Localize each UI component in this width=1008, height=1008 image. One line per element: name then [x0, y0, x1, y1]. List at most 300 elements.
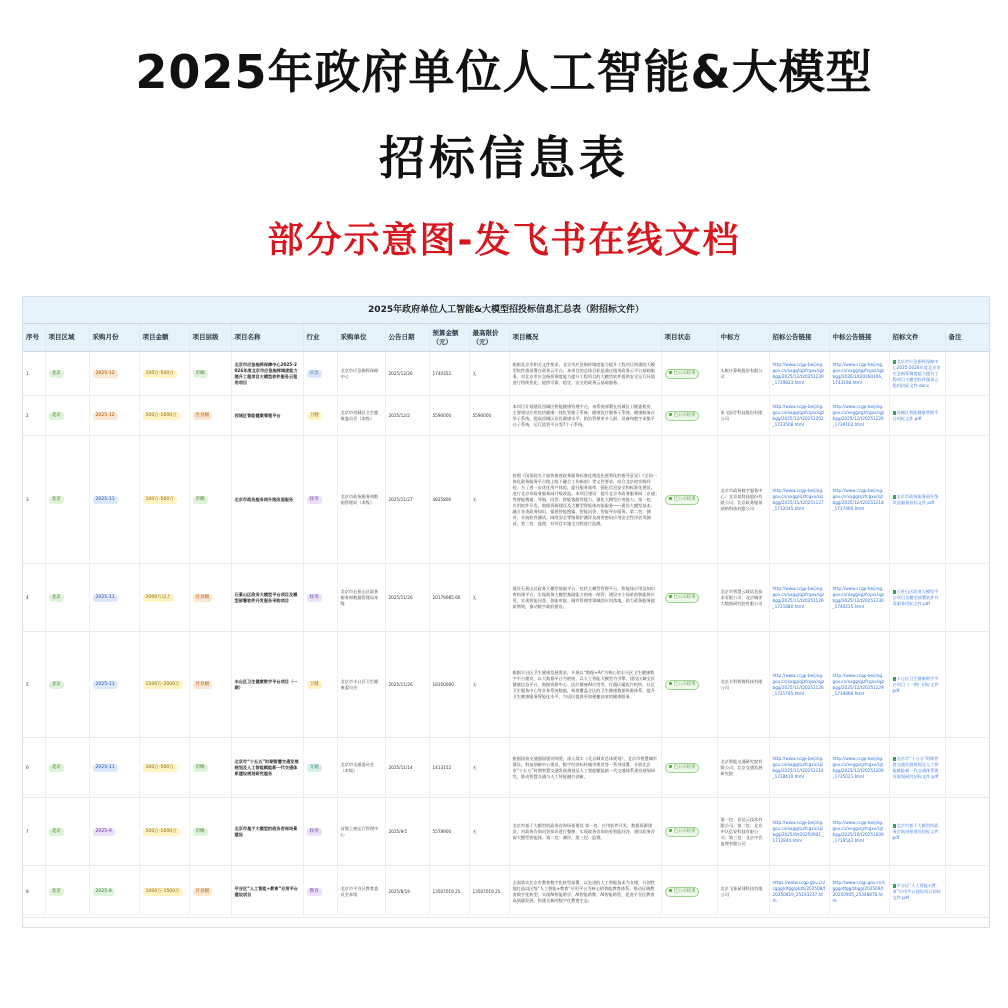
tender-notice-link[interactable]: http://www.ccgp-beijing.gov.cn/xxgg/sjzfcgxx/sjzbgg/2025/9/t20250901_1712844.html [772, 819, 824, 843]
cell-link2 [829, 396, 889, 436]
cell-no [23, 564, 45, 632]
cell-region [45, 632, 89, 738]
cell-date [385, 798, 429, 866]
region-tag: 北京 [49, 370, 64, 378]
cell-budget [429, 798, 469, 866]
cell-industry [303, 396, 337, 436]
file-icon [893, 360, 896, 364]
cell-max [469, 798, 509, 866]
project-name: 平谷区“人工智能+教育”应用平台建设项目 [234, 885, 298, 897]
level-tag: 区县级 [193, 888, 213, 896]
status-label: 已公示结果 [673, 828, 696, 834]
table-row[interactable] [23, 396, 989, 436]
industry-tag: 政务 [307, 828, 322, 836]
max-price-value: 无 [472, 594, 477, 600]
cell-file [889, 564, 945, 632]
winner-name: 北京市政务数字服务中心；北京某科技股份有限公司；北京政务服务网络科技有限公司 [720, 487, 763, 511]
cell-buyer [337, 396, 385, 436]
status-dot-icon [669, 413, 672, 416]
column-header[interactable]: 项目概况 [509, 324, 661, 352]
cell-region [45, 396, 89, 436]
cell-link2 [829, 738, 889, 798]
status-badge [665, 887, 700, 897]
month-tag: 2025-11 [93, 496, 118, 504]
tender-notice-link[interactable]: http://www.ccgp-beijing.gov.cn/xxgg/qjzfcgxx/qjzbgg/2025/11/t20251126_1731795.html [772, 672, 825, 696]
attachment-link[interactable] [893, 883, 941, 900]
cell-link2 [829, 632, 889, 738]
level-tag: 市级 [193, 370, 208, 378]
cell-date [385, 738, 429, 798]
amount-tag: 100万-500万 [143, 764, 177, 772]
cell-note [945, 436, 989, 564]
announce-date: 2025/9/1 [388, 828, 408, 834]
announce-date: 2025/11/14 [388, 764, 413, 770]
sheet-title: 2025年政府单位人工智能&大模型招投标信息汇总表（附招标文件） [23, 297, 989, 324]
attachment-name: 西城区智能健康管理平台招标文件.pdf [892, 409, 939, 421]
level-tag: 市级 [193, 764, 208, 772]
cell-date [385, 436, 429, 564]
budget-value: 5590000 [432, 412, 452, 418]
cell-note [945, 396, 989, 436]
status-label: 已公示结果 [673, 594, 696, 600]
amount-tag: 1500万-2000万 [143, 681, 183, 689]
announce-date: 2025/11/26 [388, 594, 413, 600]
column-header[interactable]: 项目区域 [45, 324, 89, 352]
cell-link2 [829, 564, 889, 632]
table-row[interactable] [23, 564, 989, 632]
award-notice-link[interactable]: http://www.ccgp-beijing.gov.cn/xxgg/qjzfcgxx/qjzbgg/2025/12/t20251226_1739102.html [832, 403, 885, 427]
cell-date [385, 396, 429, 436]
max-price-value: 无 [472, 370, 477, 376]
status-label: 已公示结果 [673, 764, 696, 770]
cell-name [231, 866, 303, 918]
cell-name [231, 564, 303, 632]
cell-winner [717, 436, 769, 564]
cell-amount [139, 632, 189, 738]
attachment-link[interactable] [893, 359, 941, 388]
month-tag: 2025-11 [93, 764, 118, 772]
column-header[interactable]: 公告日期 [385, 324, 429, 352]
column-header[interactable]: 项目金额 [139, 324, 189, 352]
attachment-name: 平谷区“人工智能+教育”应用平台建设项目招标文件.pdf [892, 882, 941, 900]
buyer-name: 北京市西城区卫生健康委员会（本级） [340, 409, 379, 421]
industry-tag: 卫健 [307, 412, 322, 420]
amount-tag: 2000万以上 [143, 594, 174, 602]
amount-tag: 100万-500万 [143, 370, 177, 378]
cell-month [89, 436, 139, 564]
column-header[interactable]: 采购单位 [337, 324, 385, 352]
cell-no [23, 866, 45, 918]
cell-buyer [337, 564, 385, 632]
project-name: 北京市基于大模型的政务咨询场景建设 [234, 825, 298, 837]
project-name: 北京市政务服务网升级改造服务 [234, 496, 294, 502]
file-icon [893, 757, 896, 761]
winner-name: 北京飞象星球科技有限公司 [720, 885, 763, 897]
cell-date [385, 866, 429, 918]
column-header[interactable]: 中标方 [717, 324, 769, 352]
file-icon [893, 411, 896, 415]
cell-month [89, 632, 139, 738]
cell-buyer [337, 738, 385, 798]
attachment-link[interactable] [893, 494, 939, 505]
buyer-name: 北京市丰台区卫生健康委员会 [340, 678, 379, 690]
cell-note [945, 798, 989, 866]
cell-buyer [337, 798, 385, 866]
cell-status [661, 738, 717, 798]
award-notice-link[interactable]: http://www.ccgp.gov.cn/cggg/dfgg/zbgg/202509/t20250905_25348878.htm [832, 879, 886, 903]
file-icon [893, 824, 896, 828]
budget-value: 1413152 [432, 764, 452, 770]
cell-overview [509, 436, 661, 564]
status-dot-icon [669, 889, 672, 892]
attachment-name: 石景山区政务大模型平台项目及模型部署软件开发服务招标文件.pdf [892, 588, 939, 606]
cell-overview [509, 866, 661, 918]
tender-notice-link[interactable]: http://www.ccgp-beijing.gov.cn/xxgg/sjzfcgxx/sjzbgg/2025/11/t20251127_1732045.html [772, 487, 824, 511]
file-icon [893, 590, 896, 594]
cell-winner [717, 396, 769, 436]
table-row[interactable] [23, 738, 989, 798]
status-dot-icon [669, 595, 672, 598]
month-tag: 2025-8 [93, 888, 115, 896]
status-badge [665, 680, 700, 690]
cell-industry [303, 798, 337, 866]
cell-month [89, 866, 139, 918]
cell-overview [509, 798, 661, 866]
attachment-link[interactable] [893, 589, 939, 606]
status-dot-icon [669, 497, 672, 500]
cell-link1 [769, 798, 829, 866]
cell-max [469, 396, 509, 436]
award-notice-link[interactable]: http://www.ccgp-beijing.gov.cn/xxgg/qjzfcgxx/qjzbgg/2026/1/t20260106_1743198.html [832, 361, 885, 385]
cell-status [661, 352, 717, 396]
cell-winner [717, 798, 769, 866]
max-price-value: 5590000 [472, 412, 492, 418]
status-label: 已公示结果 [673, 496, 696, 502]
cell-file [889, 632, 945, 738]
cell-link2 [829, 436, 889, 564]
max-price-value: 无 [472, 496, 477, 502]
cell-max [469, 738, 509, 798]
attachment-name: 北京市“十五五”时期智慧交通发展规划及人工智能赋能新一代交通体系建设规划研究招标文件.pdf [892, 755, 939, 779]
winner-name: 北京智能交通研究院有限公司；北京交通发展研究院 [720, 758, 763, 776]
table-row[interactable] [23, 798, 989, 866]
tender-notice-link[interactable]: http://www.ccgp-beijing.gov.cn/xxgg/qjzfcgxx/qjzbgg/2025/11/t20251126_1731880.html [772, 585, 825, 609]
file-icon [893, 495, 896, 499]
cell-max [469, 352, 509, 396]
cell-file [889, 798, 945, 866]
max-price-value: 无 [472, 764, 477, 770]
status-label: 已公示结果 [673, 888, 696, 894]
cell-link1 [769, 738, 829, 798]
tender-notice-link[interactable]: http://www.ccgp-beijing.gov.cn/xxgg/sjzfcgxx/sjzbgg/2025/11/t20251114_1728410.html [772, 755, 824, 779]
cell-no [23, 396, 45, 436]
cell-industry [303, 632, 337, 738]
cell-status [661, 396, 717, 436]
column-header[interactable]: 项目名称 [231, 324, 303, 352]
month-tag: 2025-12 [93, 370, 118, 378]
table-row[interactable] [23, 436, 989, 564]
winner-name: 第一包：首信云技术有限公司；第二包：北京中认信安科技有限公司；第三包：北京中咨监理有限公司 [720, 816, 763, 846]
cell-budget [429, 738, 469, 798]
project-overview: 建设石景山区政务大模型基础平台，包括大模型管理平台、智能体应用及知识库构建平台，实现政务大模型基础能力的统一纳管；建设多个场景的智能体应用，实现智能问答、智能审批、城市管理等领域的应用落地，助力政务服务提质增效，推动数字政府建设。 [512, 585, 655, 609]
cell-note [945, 632, 989, 738]
status-badge [665, 593, 700, 603]
status-label: 已公示结果 [673, 370, 696, 376]
cell-budget [429, 352, 469, 396]
column-header[interactable]: 备注 [945, 324, 989, 352]
level-tag: 区县级 [193, 412, 213, 420]
cell-note [945, 866, 989, 918]
cell-overview [509, 738, 661, 798]
cell-level [189, 632, 231, 738]
amount-tag: 500万-1000万 [143, 412, 180, 420]
cell-file [889, 352, 945, 396]
month-tag: 2025-9 [93, 828, 115, 836]
cell-industry [303, 564, 337, 632]
industry-tag: 应急 [307, 370, 322, 378]
row-number: 2 [26, 412, 29, 418]
column-header[interactable]: 预算金额（元） [429, 324, 469, 352]
cell-level [189, 396, 231, 436]
cell-file [889, 396, 945, 436]
row-number: 4 [26, 594, 29, 600]
cell-winner [717, 352, 769, 396]
award-notice-link[interactable]: http://www.ccgp-beijing.gov.cn/xxgg/sjzfcgxx/sjzbgg/2025/12/t20251209_1735021.html [832, 755, 884, 779]
cell-name [231, 352, 303, 396]
table-row[interactable] [23, 866, 989, 918]
table-row[interactable] [23, 632, 989, 738]
page-title-line2: 招标信息表 [379, 131, 629, 185]
tender-notice-link[interactable]: https://www.ccgp.gov.cn/cggg/dfgg/gkzb/202508/t20250819_25193237.htm [772, 879, 826, 903]
cell-overview [509, 396, 661, 436]
cell-file [889, 436, 945, 564]
cell-amount [139, 738, 189, 798]
attachment-link[interactable] [893, 676, 940, 693]
cell-no [23, 632, 45, 738]
column-header[interactable]: 项目层级 [189, 324, 231, 352]
tender-notice-link[interactable]: http://www.ccgp-beijing.gov.cn/xxgg/qjzfcgxx/qjzbgg/2025/12/t20251202_1733508.html [772, 403, 825, 427]
attachment-name: 北京市基于大模型的政务咨询场景建设招标文件.pdf [892, 822, 940, 840]
budget-value: 13507019.25 [432, 888, 461, 894]
cell-link1 [769, 352, 829, 396]
project-overview: 北京市基于大模型的政务咨询场景建设 第一包：应用软件开发。数据资源建设，对政务咨询问答知识进行整理，实现政务咨询场景智能问答，建设政务咨询大模型智能体。第二包：测评。第三包：监理。 [512, 822, 655, 840]
tender-notice-link[interactable]: http://www.ccgp-beijing.gov.cn/xxgg/qjzfcgxx/qjzbgg/2025/12/t20251230_1739823.html [772, 361, 825, 385]
announce-date: 2025/11/26 [388, 681, 413, 687]
cell-file [889, 866, 945, 918]
spreadsheet [22, 296, 990, 928]
project-name: 丰台区卫生健康数字平台项目（一期） [234, 678, 298, 690]
industry-tag: 卫健 [307, 681, 322, 689]
cell-winner [717, 564, 769, 632]
max-price-value: 13507019.25 [472, 888, 501, 894]
cell-link2 [829, 352, 889, 396]
cell-region [45, 564, 89, 632]
status-badge [665, 369, 700, 379]
row-number: 6 [26, 764, 29, 770]
cell-buyer [337, 436, 385, 564]
cell-level [189, 564, 231, 632]
cell-status [661, 798, 717, 866]
row-number: 7 [26, 828, 29, 834]
max-price-value: 无 [472, 828, 477, 834]
region-tag: 北京 [49, 888, 64, 896]
cell-name [231, 798, 303, 866]
column-header[interactable]: 招标公告链接 [769, 324, 829, 352]
cell-month [89, 564, 139, 632]
buyer-name: 北京市应急指挥保障中心 [340, 367, 379, 379]
cell-file [889, 738, 945, 798]
region-tag: 北京 [49, 594, 64, 602]
cell-buyer [337, 352, 385, 396]
industry-tag: 交通 [307, 764, 322, 772]
cell-link1 [769, 866, 829, 918]
cell-region [45, 352, 89, 396]
cell-amount [139, 866, 189, 918]
month-tag: 2025-11 [93, 681, 118, 689]
region-tag: 北京 [49, 764, 64, 772]
bid-table [23, 324, 990, 918]
cell-name [231, 436, 303, 564]
status-dot-icon [669, 371, 672, 374]
amount-tag: 100万-500万 [143, 496, 177, 504]
page-subtitle: 部分示意图-发飞书在线文档 [267, 220, 741, 261]
column-header[interactable]: 中标公告链接 [829, 324, 889, 352]
announce-date: 2025/12/30 [388, 370, 413, 376]
buyer-name: 北京市石景山区政务服务和数据管理局本级 [340, 588, 379, 606]
cell-buyer [337, 866, 385, 918]
buyer-name: 北京市交通委员会（本级） [340, 761, 375, 773]
cell-max [469, 632, 509, 738]
cell-link1 [769, 632, 829, 738]
cell-name [231, 632, 303, 738]
industry-tag: 教育 [307, 888, 322, 896]
status-dot-icon [669, 765, 672, 768]
cell-date [385, 564, 429, 632]
cell-amount [139, 436, 189, 564]
cell-overview [509, 352, 661, 396]
table-row[interactable] [23, 352, 989, 396]
level-tag: 市级 [193, 496, 208, 504]
region-tag: 北京 [49, 828, 64, 836]
level-tag: 区县级 [193, 681, 213, 689]
attachment-link[interactable] [893, 823, 940, 840]
cell-status [661, 564, 717, 632]
cell-link1 [769, 436, 829, 564]
cell-industry [303, 436, 337, 564]
cell-no [23, 436, 45, 564]
budget-value: 4825800 [432, 496, 452, 502]
cell-budget [429, 632, 469, 738]
row-number: 3 [26, 496, 29, 502]
cell-max [469, 564, 509, 632]
cell-region [45, 738, 89, 798]
award-notice-link[interactable]: http://www.ccgp-beijing.gov.cn/xxgg/sjzfcgxx/sjzbgg/2025/10/t20251009_1719542.html [832, 819, 884, 843]
status-badge [665, 495, 700, 505]
row-number: 8 [26, 888, 29, 894]
column-header[interactable]: 招标文件 [889, 324, 945, 352]
column-header[interactable]: 采购月份 [89, 324, 139, 352]
status-dot-icon [669, 829, 672, 832]
file-icon [893, 677, 896, 681]
cell-industry [303, 866, 337, 918]
cell-month [89, 738, 139, 798]
column-header[interactable]: 最高限价（元） [469, 324, 509, 352]
cell-note [945, 564, 989, 632]
budget-value: 18350000 [432, 681, 454, 687]
cell-amount [139, 396, 189, 436]
status-dot-icon [669, 682, 672, 685]
cell-level [189, 738, 231, 798]
status-badge [665, 827, 700, 837]
project-overview: 全面落实北京市教育数字化转型部署，以先进的人工智能技术为支撑，开创性地打造以区级“人工智能+教育”应用平台为核心的智能教育体系，推动区域教育数字化转型，实现AI智能助学、AI智能助教、AI智能助管，促进平谷区教育高质量发展，构建全新的数字化教育生态。 [512, 879, 655, 903]
cell-month [89, 352, 139, 396]
project-name: 西城区智能健康管理平台 [234, 412, 281, 418]
cell-status [661, 632, 717, 738]
page-title-line1: 2025年政府单位人工智能&大模型 [135, 45, 873, 99]
buyer-name: 北京市平谷区教育委员会本级 [340, 885, 379, 897]
attachment-name: 北京市应急指挥保障中心2025-2026年度北京市应急指挥调度能力提升工程项目大模型软件服务云租用招标文件.docx [892, 358, 941, 388]
cell-amount [139, 798, 189, 866]
cell-level [189, 436, 231, 564]
cell-status [661, 866, 717, 918]
cell-industry [303, 352, 337, 396]
industry-tag: 政务 [307, 594, 322, 602]
cell-max [469, 436, 509, 564]
cell-no [23, 352, 45, 396]
column-header[interactable]: 序号 [23, 324, 45, 352]
month-tag: 2025-11 [93, 594, 118, 602]
status-label: 已公示结果 [673, 681, 696, 687]
table-header-row [23, 324, 989, 352]
cell-winner [717, 632, 769, 738]
project-overview: 根据北京市相关文件要求，北京市应急指挥调度能力提升工程项目构建的大模型软件需部署在政务云平台。本项目的总体目标是通过租用政务云平台基础服务，对北京市应急指挥调度能力提升工程项目的大模型软件提供安全运行环境进行持续优化，提供可靠、稳定、安全的政务云基础服务。 [512, 361, 655, 385]
cell-max [469, 866, 509, 918]
award-notice-link[interactable]: http://www.ccgp-beijing.gov.cn/xxgg/qjzfcgxx/qjzbgg/2025/12/t20251229_1739866.html [832, 672, 885, 696]
cell-note [945, 352, 989, 396]
announce-date: 2025/12/2 [388, 412, 410, 418]
cell-link2 [829, 798, 889, 866]
cell-level [189, 866, 231, 918]
attachment-link[interactable] [893, 756, 939, 779]
level-tag: 市级 [193, 828, 208, 836]
cell-name [231, 396, 303, 436]
cell-link1 [769, 396, 829, 436]
column-header[interactable]: 行业 [303, 324, 337, 352]
cell-budget [429, 436, 469, 564]
announce-date: 2025/11/27 [388, 496, 413, 502]
cell-amount [139, 564, 189, 632]
cell-amount [139, 352, 189, 396]
attachment-link[interactable] [893, 410, 939, 421]
region-tag: 北京 [49, 412, 64, 420]
cell-date [385, 632, 429, 738]
column-header[interactable]: 项目状态 [661, 324, 717, 352]
award-notice-link[interactable]: http://www.ccgp-beijing.gov.cn/xxgg/sjzfcgxx/sjzbgg/2025/12/t20251218_1737460.html [832, 487, 884, 511]
cell-month [89, 798, 139, 866]
cell-link1 [769, 564, 829, 632]
region-tag: 北京 [49, 496, 64, 504]
award-notice-link[interactable]: http://www.ccgp-beijing.gov.cn/xxgg/qjzfcgxx/qjzbgg/2025/12/t20251230_1740215.html [832, 585, 885, 609]
cell-buyer [337, 632, 385, 738]
cell-no [23, 738, 45, 798]
winner-name: 讯飞医疗科技股份有限公司 [720, 409, 763, 421]
max-price-value: 无 [472, 681, 477, 687]
status-badge [665, 763, 700, 773]
buyer-name: 首都之窗运行管理中心 [340, 825, 379, 837]
project-overview: 按照《国务院关于加快推进政务服务标准化规范化便利化的指导意见》《全国一体化政务服务平台线上线下融合工作指南》等文件要求，结合北京的实践经验，为了进一步优化用户体验，提升服务效率，强化信息安全和标准化建设，进行北京市政务服务网升级改造。本项目建设：提升北京市政务服务网「京通」等智能搜索、导航、问答、智能客服等能力，强化大模型应用能力。第一包：应用软件开发，数据资源建设及大模型智能体功能服务——建设大模型技术，融合各类政务知识，提供智能搜索、智能问答、智能导办服务。第二包：测评，开展软件测试、网络安全等级保护测评及商用密码应用安全性评估等测试。第三包：监理，对项目实施全过程进行监理。 [512, 472, 657, 526]
budget-value: 5578900 [432, 828, 452, 834]
cell-overview [509, 564, 661, 632]
